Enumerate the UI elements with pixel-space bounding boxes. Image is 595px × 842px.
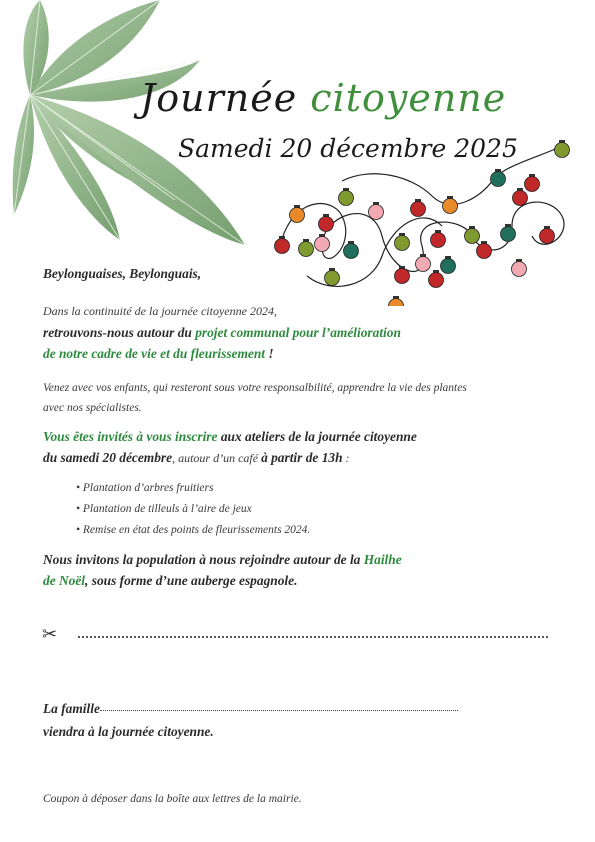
paragraph-4-line-1 <box>43 552 402 568</box>
cut-line <box>78 636 548 638</box>
bulb <box>369 205 384 220</box>
bulb <box>513 191 528 206</box>
text: aux ateliers de la journée citoyenne <box>217 429 417 444</box>
workshop-list <box>76 482 310 545</box>
list-item: • Plantation de tilleuls à l’aire de jeux <box>76 503 252 515</box>
bulb <box>344 244 359 259</box>
bulb <box>315 237 330 252</box>
list-item-text: Plantation d’arbres fruitiers <box>82 482 214 494</box>
page-title <box>140 76 560 120</box>
bulb <box>540 229 555 244</box>
bulb <box>555 143 570 158</box>
paragraph-2-line-2: avec nos spécialistes. <box>43 402 142 414</box>
bulb <box>416 257 431 272</box>
list-item-text: Remise en état des points de fleurissements 2024. <box>82 524 311 536</box>
coupon-footer: Coupon à déposer dans la boîte aux lettres de la mairie. <box>43 793 302 805</box>
bulb <box>441 259 456 274</box>
highlight: projet communal pour l’amélioration <box>195 325 401 340</box>
bulb <box>429 273 444 288</box>
family-name-field[interactable] <box>100 710 458 711</box>
coupon-family-line <box>43 701 458 717</box>
list-item: • Plantation d’arbres fruitiers <box>76 482 214 494</box>
paragraph-3-line-2 <box>43 450 350 466</box>
bulb <box>501 227 516 242</box>
family-label: La famille <box>43 701 100 716</box>
paragraph-3-line-1 <box>43 429 417 445</box>
highlight: de Noël <box>43 573 86 588</box>
coupon-line-2: viendra à la journée citoyenne. <box>43 724 214 739</box>
greeting: Beylonguaises, Beylonguais, <box>43 266 202 281</box>
page-subtitle: Samedi 20 décembre 2025 <box>178 134 518 163</box>
title-part-2: citoyenne <box>310 76 507 120</box>
text: , sous forme d’une auberge espagnole. <box>85 573 298 588</box>
bulb <box>299 242 314 257</box>
paragraph-1-line-2 <box>43 325 401 341</box>
text: , autour d’un café <box>172 451 262 465</box>
bulb <box>290 208 305 223</box>
bulb <box>411 202 426 217</box>
bulb <box>443 199 458 214</box>
bulb <box>477 244 492 259</box>
text: : <box>342 451 350 465</box>
bulb <box>512 262 527 277</box>
bulb <box>395 236 410 251</box>
list-item-text: Plantation de tilleuls à l’aire de jeux <box>82 503 252 515</box>
bulb <box>525 177 540 192</box>
light-bulbs <box>275 140 570 306</box>
text: du <box>43 450 61 465</box>
bulb <box>389 299 404 307</box>
bulb <box>465 229 480 244</box>
bulb <box>431 233 446 248</box>
paragraph-1-line-1: Dans la continuité de la journée citoyenne 2024, <box>43 304 277 318</box>
time: à partir de 13h <box>261 450 343 465</box>
bulb <box>339 191 354 206</box>
bulb <box>395 269 410 284</box>
highlight: Hailhe <box>363 552 402 567</box>
bulb <box>491 172 506 187</box>
text: Nous invitons la population à nous rejoindre autour de la <box>43 552 364 567</box>
paragraph-1-line-3 <box>43 346 274 362</box>
highlight: Vous êtes invités à vous inscrire <box>43 429 218 444</box>
bulb <box>275 239 290 254</box>
text: retrouvons-nous autour du <box>43 325 196 340</box>
date: samedi 20 décembre <box>60 450 173 465</box>
leaf-illustration <box>0 0 250 250</box>
bulb <box>325 271 340 286</box>
highlight: de notre cadre de vie et du fleurissement <box>43 346 266 361</box>
scissors-icon: ✂ <box>42 624 58 644</box>
paragraph-4-line-2 <box>43 573 297 589</box>
title-part-1: Journée <box>140 76 298 120</box>
paragraph-2-line-1: Venez avec vos enfants, qui resteront sous votre responsalbilité, apprendre la vie des plantes <box>43 382 467 394</box>
list-item: • Remise en état des points de fleurissements 2024. <box>76 524 311 536</box>
text: ! <box>265 346 274 361</box>
bulb <box>319 217 334 232</box>
